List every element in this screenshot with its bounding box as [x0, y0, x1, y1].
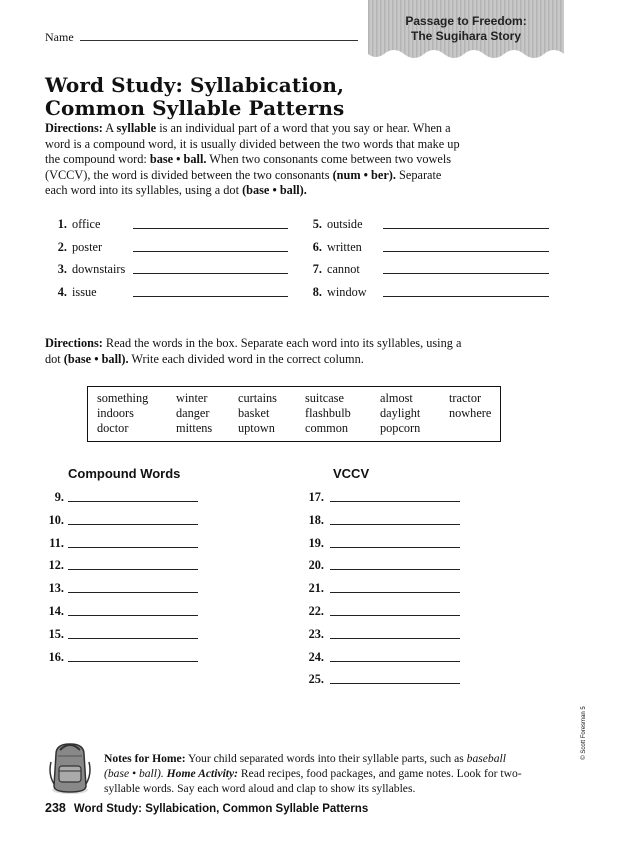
page-title-line2: Common Syllable Patterns	[45, 96, 345, 120]
answer-number: 17.	[308, 490, 324, 504]
notes-for-home	[104, 751, 524, 796]
answer-item	[40, 489, 64, 505]
page-title	[45, 74, 344, 120]
word-box-word: daylight	[380, 406, 421, 420]
exercise-item	[45, 239, 136, 255]
exercise-answer-line[interactable]	[133, 251, 288, 252]
exercise-word: poster	[72, 239, 103, 254]
answer-line[interactable]	[330, 501, 460, 502]
compound-words-heading: Compound Words	[68, 466, 181, 481]
word-box-word: curtains	[238, 391, 277, 405]
notes-text: Read recipes, food packages, and game notes. Look for two-syllable words. Say each word aloud and clap to show its syllables.	[104, 767, 522, 795]
directions-text: Write each divided word in the correct column.	[128, 351, 364, 366]
answer-line[interactable]	[68, 524, 198, 525]
word-box-word: popcorn	[380, 421, 421, 435]
exercise-answer-line[interactable]	[133, 273, 288, 274]
notes-text: Your child separated words into their syllable parts, such as	[185, 752, 467, 765]
answer-item	[300, 649, 324, 665]
word-box	[87, 386, 501, 442]
notes-label: Notes for Home:	[104, 752, 186, 765]
story-title	[368, 14, 564, 44]
exercise-item	[300, 239, 391, 255]
exercise-number: 6.	[312, 239, 322, 254]
answer-number: 22.	[308, 604, 324, 618]
exercise-number: 8.	[312, 284, 322, 299]
answer-number: 16.	[48, 649, 64, 664]
vccv-heading: VCCV	[333, 466, 370, 481]
answer-line[interactable]	[330, 638, 460, 639]
directions-text: Separate each word into its syllables, using a dot	[45, 167, 442, 197]
exercise-word: cannot	[327, 262, 360, 276]
exercise-word: outside	[327, 217, 363, 231]
exercise-number: 7.	[312, 262, 322, 276]
copyright-notice	[574, 695, 586, 775]
exercise-answer-line[interactable]	[133, 228, 288, 229]
answer-item	[40, 580, 64, 596]
answer-item	[40, 603, 64, 619]
exercise-answer-line[interactable]	[133, 296, 288, 297]
story-title-line1: Passage to Freedom:	[405, 14, 527, 28]
name-label: Name	[45, 30, 74, 44]
name-row	[45, 28, 358, 45]
exercise-word: written	[327, 239, 362, 254]
answer-number: 23.	[308, 626, 324, 641]
word-box-word: suitcase	[305, 391, 344, 405]
directions-bold: syllable	[116, 121, 157, 135]
answer-number: 15.	[48, 626, 64, 641]
word-box-word: tractor	[449, 391, 482, 405]
word-box-word: winter	[176, 391, 208, 405]
answer-item	[300, 535, 324, 551]
answer-number: 11.	[49, 535, 64, 550]
copyright-text: © Scott Foresman 5	[581, 706, 587, 760]
exercise-number: 1.	[57, 217, 67, 231]
home-activity-label: Home Activity:	[163, 767, 239, 780]
answer-item	[300, 603, 324, 619]
exercise-answer-line[interactable]	[383, 228, 549, 229]
answer-line[interactable]	[68, 569, 198, 570]
answer-item	[300, 489, 324, 505]
exercise-item	[45, 216, 136, 232]
answer-line[interactable]	[68, 592, 198, 593]
directions-label: Directions:	[45, 121, 103, 135]
directions-label: Directions:	[45, 336, 103, 350]
answer-line[interactable]	[68, 638, 198, 639]
exercise-number: 3.	[57, 262, 67, 276]
answer-item	[300, 671, 324, 687]
answer-number: 18.	[308, 512, 324, 527]
notes-italic: baseball (base • ball).	[104, 752, 506, 780]
exercise-number: 5.	[312, 217, 322, 231]
word-box-word: mittens	[176, 421, 213, 435]
answer-line[interactable]	[330, 592, 460, 593]
answer-item	[300, 626, 324, 642]
answer-line[interactable]	[330, 547, 460, 548]
directions-1	[45, 121, 465, 199]
answer-line[interactable]	[330, 615, 460, 616]
answer-number: 19.	[308, 535, 324, 550]
footer-title: Word Study: Syllabication, Common Syllable Patterns	[73, 803, 369, 815]
exercise-item	[300, 261, 391, 277]
exercise-item	[45, 261, 136, 277]
exercise-word: downstairs	[72, 262, 126, 276]
word-box-word: basket	[238, 406, 270, 420]
page-footer	[45, 801, 368, 815]
directions-bold: base • ball.	[149, 152, 207, 166]
answer-number: 25.	[308, 672, 324, 687]
answer-item	[40, 535, 64, 551]
exercise-word: issue	[72, 284, 97, 299]
answer-line[interactable]	[68, 547, 198, 548]
answer-number: 24.	[308, 649, 324, 664]
answer-line[interactable]	[68, 661, 198, 662]
directions-bold: (num • ber).	[332, 167, 396, 182]
answer-line[interactable]	[330, 524, 460, 525]
answer-item	[40, 626, 64, 642]
exercise-word: office	[72, 217, 101, 231]
directions-bold: (base • ball).	[242, 183, 307, 197]
directions-text: is an individual part of a word that you say or hear. When a word is a compound word, it is usually divided between the two words that make up the compound word:	[45, 121, 460, 166]
word-box-word: flashbulb	[305, 406, 351, 420]
exercise-item	[45, 284, 136, 300]
answer-item	[40, 649, 64, 665]
answer-number: 10.	[48, 512, 64, 527]
word-box-word: doctor	[97, 421, 129, 435]
answer-number: 12.	[48, 558, 64, 573]
directions-text: A	[102, 121, 117, 135]
page-title-line1: Word Study: Syllabication,	[45, 73, 345, 97]
answer-item	[300, 512, 324, 528]
exercise-word: window	[327, 284, 367, 299]
answer-line[interactable]	[68, 615, 198, 616]
directions-text: Read the words in the box. Separate each word into its syllables, using a dot	[45, 336, 462, 366]
word-box-word: almost	[380, 391, 413, 405]
answer-item	[40, 557, 64, 573]
answer-number: 13.	[48, 581, 64, 596]
story-tab	[368, 0, 564, 60]
answer-number: 14.	[48, 604, 64, 618]
word-box-word: common	[305, 421, 349, 435]
exercise-answer-line[interactable]	[383, 296, 549, 297]
word-box-word: danger	[176, 406, 210, 420]
answer-number: 20.	[308, 558, 324, 573]
answer-item	[300, 557, 324, 573]
directions-text: When two consonants come between two vowels (VCCV), the word is divided between the two consonants	[45, 152, 452, 182]
word-box-word: uptown	[238, 421, 275, 435]
exercise-number: 4.	[57, 284, 67, 299]
exercise-number: 2.	[57, 239, 67, 254]
answer-item	[40, 512, 64, 528]
backpack-icon	[46, 740, 94, 796]
exercise-answer-line[interactable]	[383, 251, 549, 252]
directions-bold: (base • ball).	[63, 351, 129, 366]
name-field[interactable]	[80, 28, 358, 41]
answer-line[interactable]	[330, 569, 460, 570]
answer-line[interactable]	[68, 501, 198, 502]
word-box-word: indoors	[97, 406, 134, 420]
answer-number: 21.	[308, 581, 324, 596]
answer-item	[300, 580, 324, 596]
exercise-item	[300, 216, 391, 232]
answer-line[interactable]	[330, 683, 460, 684]
word-box-word: nowhere	[449, 406, 492, 420]
exercise-item	[300, 284, 391, 300]
exercise-answer-line[interactable]	[383, 273, 549, 274]
answer-line[interactable]	[330, 661, 460, 662]
story-title-line2: The Sugihara Story	[410, 29, 522, 43]
word-box-word: something	[97, 391, 149, 405]
page-number: 238	[45, 801, 66, 815]
directions-2	[45, 336, 465, 367]
answer-number: 9.	[54, 490, 64, 504]
